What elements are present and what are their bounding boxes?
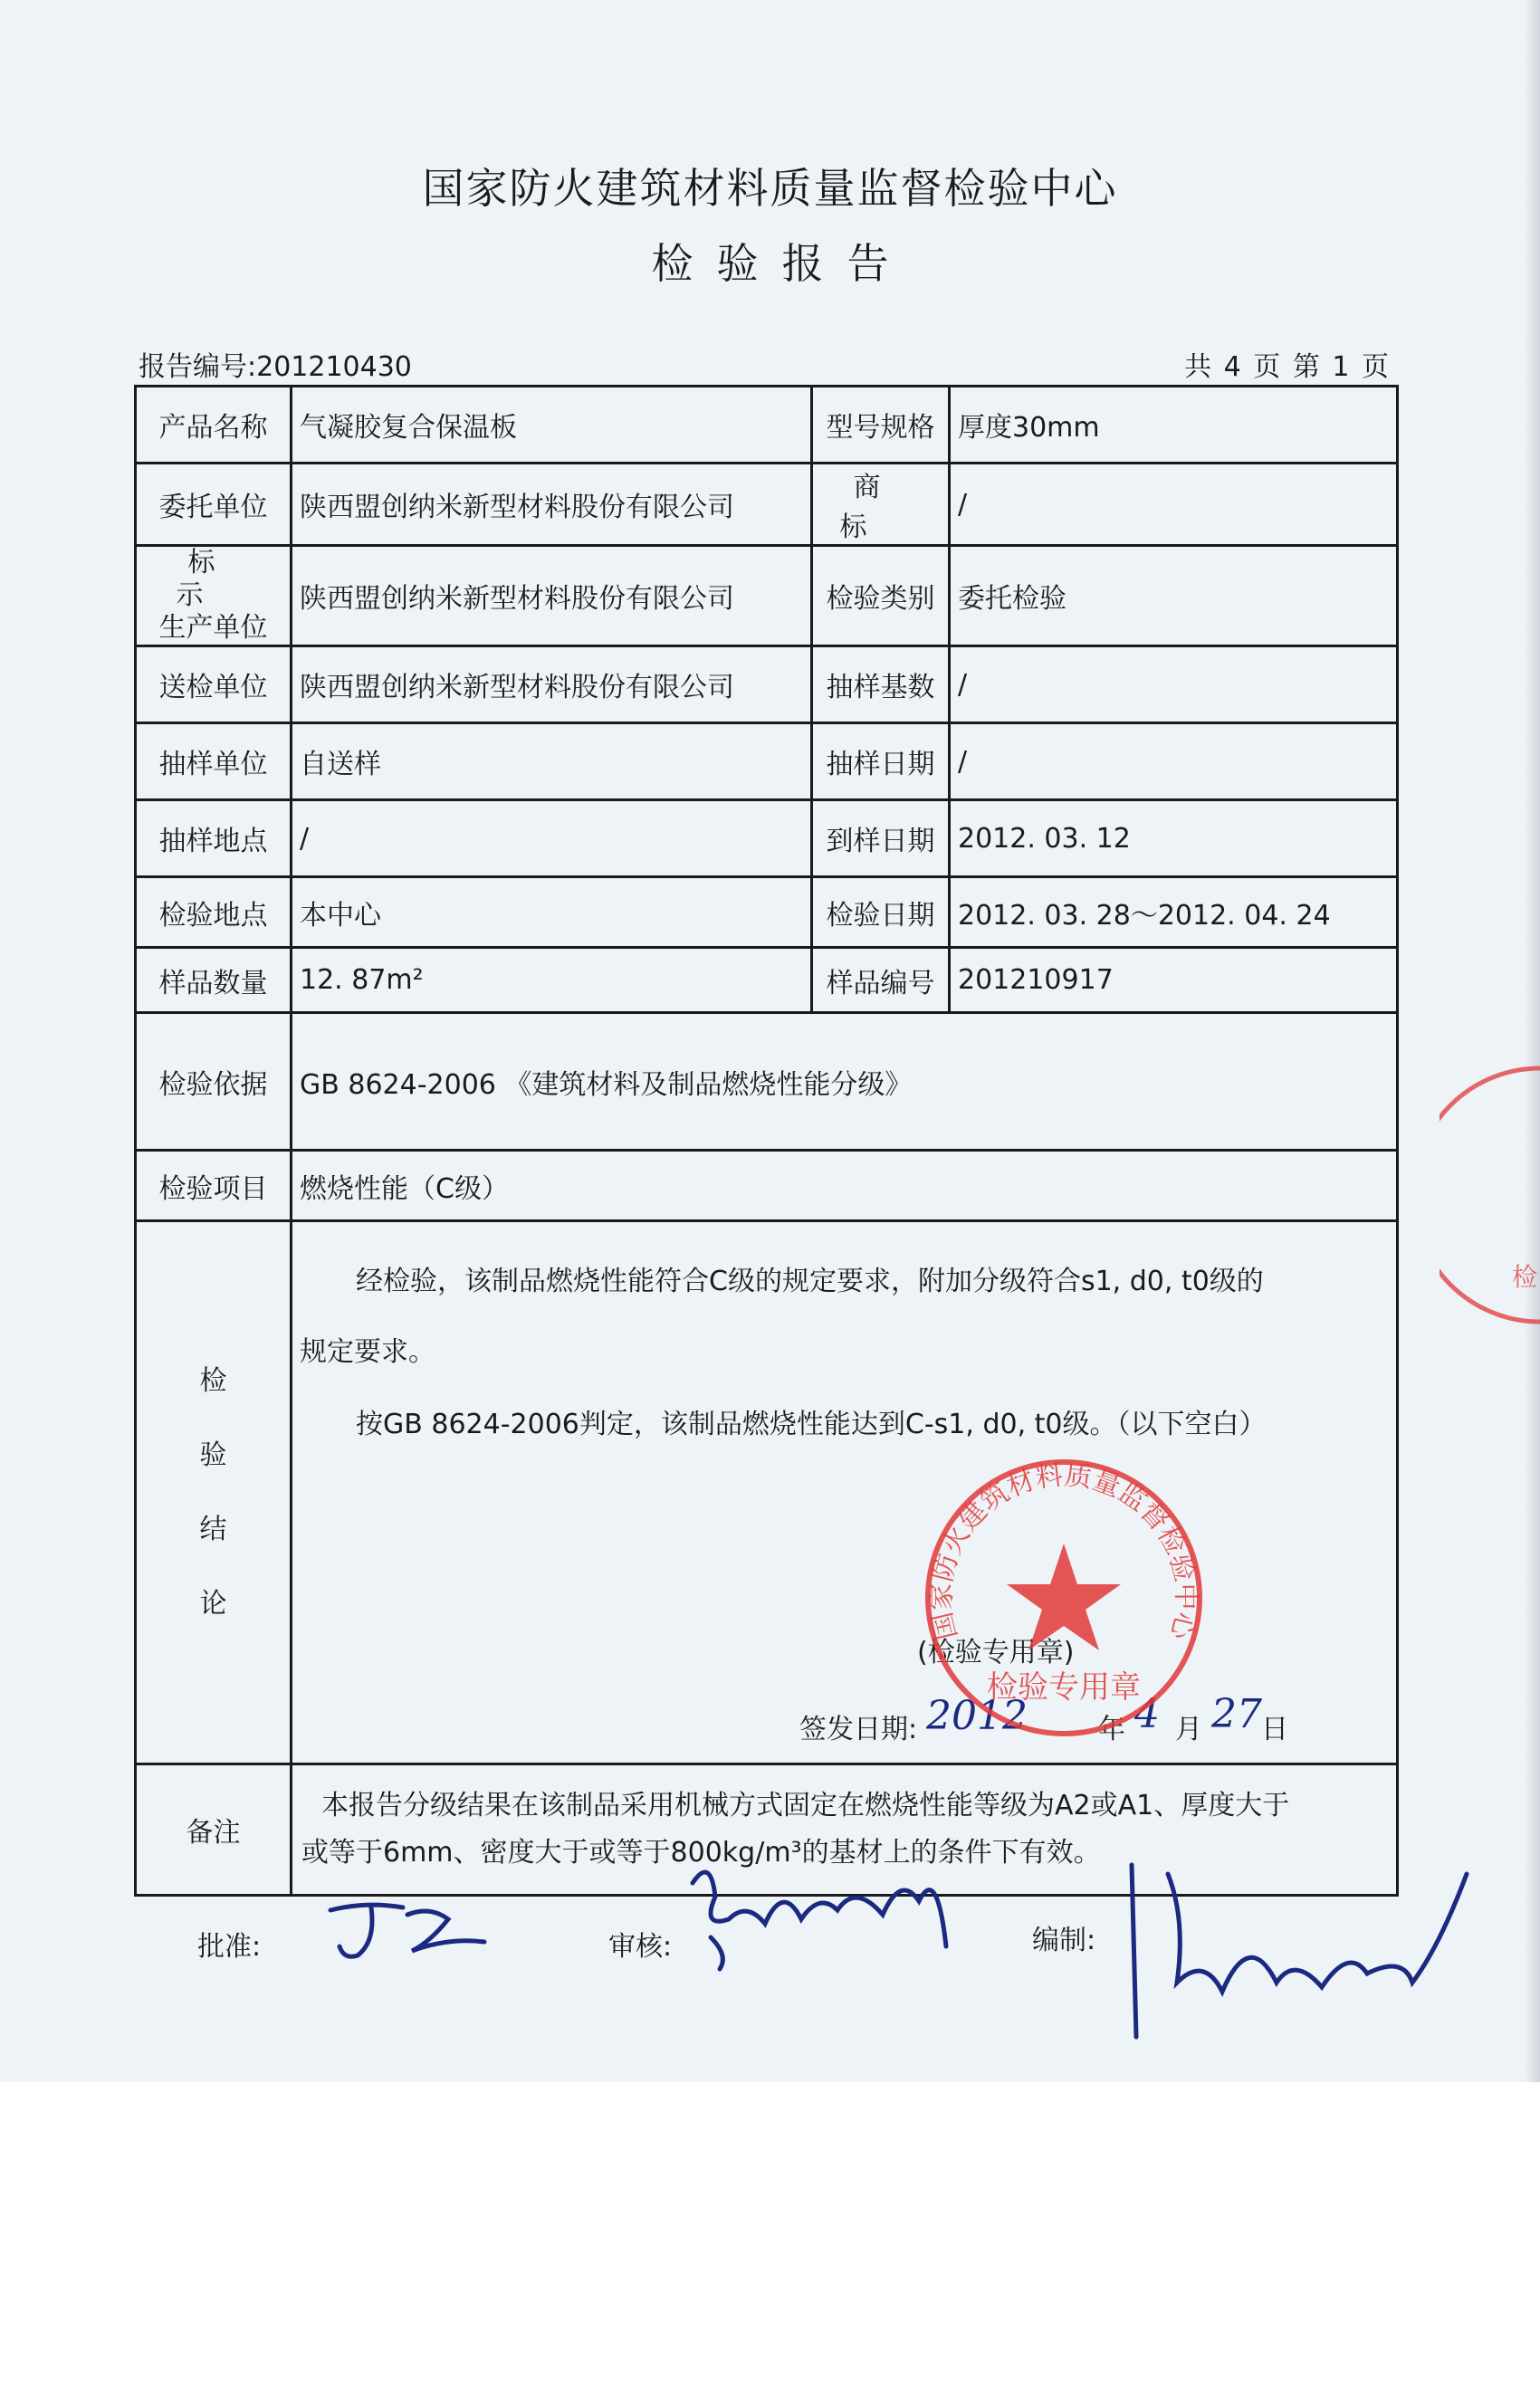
compiler-signature bbox=[1114, 1847, 1476, 2046]
doc-title: 检验报告 bbox=[651, 239, 913, 288]
table-row bbox=[136, 646, 1398, 723]
model: 厚度30mm bbox=[950, 387, 1398, 464]
remark-line: 本报告分级结果在该制品采用机械方式固定在燃烧性能等级为A2或A1、厚度大于 bbox=[321, 1790, 1290, 1821]
table-row bbox=[136, 877, 1398, 948]
conclusion-body bbox=[292, 1221, 1398, 1764]
month-char: 月 bbox=[1175, 1714, 1202, 1745]
test-place: 本中心 bbox=[292, 877, 812, 948]
table-row bbox=[136, 546, 1398, 646]
conclusion-label bbox=[136, 1221, 292, 1764]
table-row bbox=[136, 387, 1398, 464]
conclusion-label-char: 结 bbox=[199, 1513, 227, 1545]
conclusion-label-char: 检 bbox=[199, 1364, 227, 1397]
reviewer-signature bbox=[674, 1847, 973, 1974]
sample-base: / bbox=[950, 646, 1398, 723]
conclusion-line: 规定要求。 bbox=[300, 1336, 435, 1368]
paper-edge bbox=[1524, 0, 1540, 2082]
sender: 陕西盟创纳米新型材料股份有限公司 bbox=[292, 646, 812, 723]
org-title: 国家防火建筑材料质量监督检验中心 bbox=[422, 164, 1118, 213]
client: 陕西盟创纳米新型材料股份有限公司 bbox=[292, 464, 812, 546]
report-number-value: 201210430 bbox=[256, 351, 412, 383]
trademark: / bbox=[950, 464, 1398, 546]
issue-date-label: 签发日期: bbox=[799, 1714, 918, 1745]
table-row bbox=[136, 723, 1398, 800]
conclusion-line: 经检验，该制品燃烧性能符合C级的规定要求，附加分级符合s1, d0, t0级的 bbox=[356, 1266, 1264, 1297]
day-char: 日 bbox=[1261, 1714, 1288, 1745]
basis-label: 检验依据 bbox=[136, 1013, 292, 1151]
compile-label: 编制: bbox=[1032, 1925, 1096, 1956]
year-char: 年 bbox=[1098, 1714, 1125, 1745]
test-date-label: 检验日期 bbox=[812, 877, 950, 948]
table-row bbox=[136, 948, 1398, 1013]
producer: 陕西盟创纳米新型材料股份有限公司 bbox=[292, 546, 812, 646]
table-row bbox=[136, 464, 1398, 546]
issue-month-handwritten: 4 bbox=[1134, 1691, 1160, 1737]
product-name-label: 产品名称 bbox=[136, 387, 292, 464]
sampling-place-label: 抽样地点 bbox=[136, 800, 292, 877]
page-margin-blank bbox=[0, 2082, 1540, 2390]
svg-text:国家防火建筑材料质量监督检验中心: 国家防火建筑材料质量监督检验中心 bbox=[925, 1459, 1202, 1643]
sender-label: 送检单位 bbox=[136, 646, 292, 723]
table-row bbox=[136, 800, 1398, 877]
product-name: 气凝胶复合保温板 bbox=[292, 387, 812, 464]
producer-label bbox=[136, 546, 292, 646]
svg-text:检: 检 bbox=[1512, 1262, 1538, 1292]
issue-day-handwritten: 27 bbox=[1211, 1691, 1262, 1737]
seal-caption: (检验专用章) bbox=[917, 1637, 1075, 1668]
model-label: 型号规格 bbox=[812, 387, 950, 464]
conclusion-line: 按GB 8624-2006判定，该制品燃烧性能达到C-s1, d0, t0级。（以下空白） bbox=[356, 1409, 1267, 1440]
report-number bbox=[139, 344, 412, 384]
item-label: 检验项目 bbox=[136, 1151, 292, 1221]
approve-label: 批准: bbox=[197, 1931, 262, 1963]
approver-signature bbox=[321, 1888, 502, 1969]
producer-label-line1: 标 示 bbox=[176, 547, 263, 611]
table-row bbox=[136, 1151, 1398, 1221]
page-info: 共 4 页 第 1 页 bbox=[1184, 351, 1391, 383]
test-date: 2012. 03. 28～2012. 04. 24 bbox=[950, 877, 1398, 948]
arrival-date-label: 到样日期 bbox=[812, 800, 950, 877]
issue-year-handwritten: 2012 bbox=[926, 1693, 1028, 1739]
remark-label: 备注 bbox=[136, 1764, 292, 1896]
arrival-date: 2012. 03. 12 bbox=[950, 800, 1398, 877]
official-seal bbox=[914, 1448, 1213, 1747]
conclusion-label-char: 验 bbox=[199, 1439, 227, 1471]
test-place-label: 检验地点 bbox=[136, 877, 292, 948]
conclusion-label-char: 论 bbox=[199, 1587, 227, 1620]
basis: GB 8624-2006 《建筑材料及制品燃烧性能分级》 bbox=[292, 1013, 1398, 1151]
sample-no: 201210917 bbox=[950, 948, 1398, 1013]
sampling-date: / bbox=[950, 723, 1398, 800]
sampler-label: 抽样单位 bbox=[136, 723, 292, 800]
svg-text:检验专用章: 检验专用章 bbox=[987, 1669, 1141, 1706]
sampler: 自送样 bbox=[292, 723, 812, 800]
remark-line: 或等于6mm、密度大于或等于800kg/m³的基材上的条件下有效。 bbox=[301, 1837, 1101, 1869]
item: 燃烧性能（C级） bbox=[292, 1151, 1398, 1221]
review-label: 审核: bbox=[608, 1931, 673, 1963]
client-label: 委托单位 bbox=[136, 464, 292, 546]
table-row bbox=[136, 1013, 1398, 1151]
sample-base-label: 抽样基数 bbox=[812, 646, 950, 723]
sample-no-label: 样品编号 bbox=[812, 948, 950, 1013]
sampling-date-label: 抽样日期 bbox=[812, 723, 950, 800]
sample-qty-label: 样品数量 bbox=[136, 948, 292, 1013]
trademark-label: 商 标 bbox=[812, 464, 950, 546]
test-type-label: 检验类别 bbox=[812, 546, 950, 646]
report-number-label: 报告编号: bbox=[139, 351, 257, 383]
producer-label-line2: 生产单位 bbox=[158, 612, 268, 644]
sampling-place: / bbox=[292, 800, 812, 877]
side-seal-fragment bbox=[1440, 1059, 1540, 1331]
sample-qty: 12. 87m² bbox=[292, 948, 812, 1013]
test-type: 委托检验 bbox=[950, 546, 1398, 646]
